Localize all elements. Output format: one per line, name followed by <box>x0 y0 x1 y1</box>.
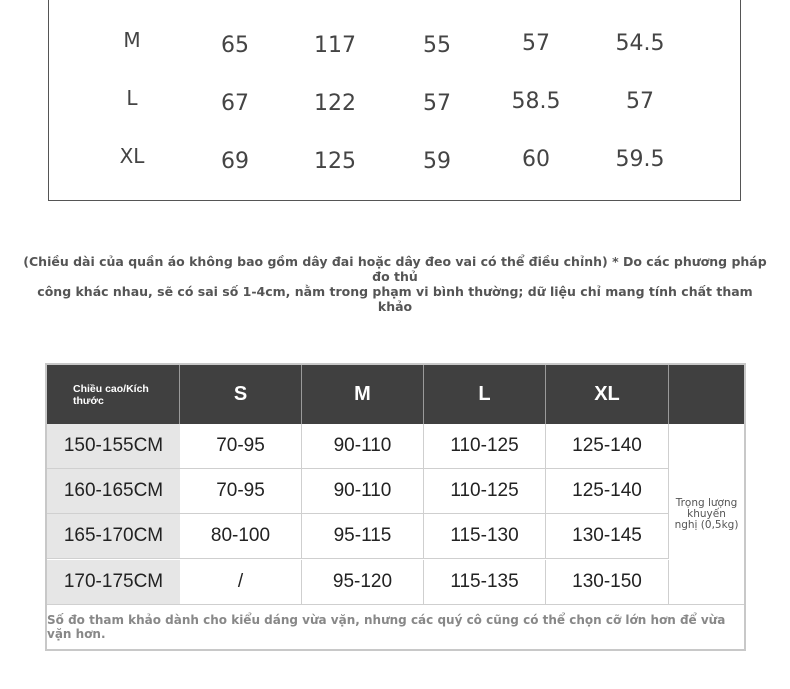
note-line: công khác nhau, sẽ có sai số 1-4cm, nằm trong phạm vi bình thường; dữ liệu chỉ mang tính chất tham khảo <box>37 284 753 314</box>
measurement-note <box>20 254 770 314</box>
table-cell: 70-95 <box>180 424 302 469</box>
row-height-label: 150-155CM <box>47 424 180 469</box>
table-cell: 55 <box>423 33 451 58</box>
table-cell: 67 <box>221 91 249 116</box>
table-cell: 95-120 <box>302 560 424 605</box>
table-cell: 125 <box>314 149 356 174</box>
header-label: Chiều cao/Kích <box>73 382 149 395</box>
table-cell: 80-100 <box>180 514 302 559</box>
table-cell: 122 <box>314 91 356 116</box>
table-cell: / <box>180 560 302 605</box>
table-cell: 60 <box>522 147 550 172</box>
weight-table <box>45 363 746 651</box>
table-cell: 125-140 <box>546 424 669 469</box>
size-label: XL <box>119 144 145 168</box>
table-header <box>47 365 744 424</box>
table-footer-note: Số đo tham khảo dành cho kiểu dáng vừa vặn, nhưng các quý cô cũng có thể chọn cỡ lớn hơn để vừa vặn hơn. <box>47 613 726 641</box>
row-height-label: 170-175CM <box>47 560 180 605</box>
side-note-line: Trọng lượng <box>675 496 738 509</box>
side-note-line: nghị (0,5kg) <box>674 518 739 531</box>
table-cell: 54.5 <box>615 31 665 56</box>
table-cell: 130-145 <box>546 514 669 559</box>
table-cell: 117 <box>314 33 356 58</box>
table-cell: 90-110 <box>302 469 424 514</box>
table-cell: 58.5 <box>511 89 561 114</box>
table-cell: 90-110 <box>302 424 424 469</box>
table-cell: 110-125 <box>424 424 546 469</box>
header-label: thước <box>73 394 104 407</box>
header-size-xl: XL <box>546 365 669 424</box>
table-cell: 69 <box>221 149 249 174</box>
header-height-size <box>47 365 180 424</box>
table-cell: 125-140 <box>546 469 669 514</box>
table-cell: 130-150 <box>546 560 669 605</box>
size-label: M <box>123 28 141 52</box>
table-cell: 70-95 <box>180 469 302 514</box>
table-cell: 59 <box>423 149 451 174</box>
header-size-m: M <box>302 365 424 424</box>
header-empty <box>669 365 744 424</box>
row-height-label: 160-165CM <box>47 469 180 514</box>
row-height-label: 165-170CM <box>47 514 180 559</box>
table-cell: 115-130 <box>424 514 546 559</box>
table-cell: 95-115 <box>302 514 424 559</box>
table-cell: 57 <box>626 89 654 114</box>
table-cell: 57 <box>522 31 550 56</box>
table-cell: 115-135 <box>424 560 546 605</box>
note-line: (Chiều dài của quần áo không bao gồm dây đai hoặc dây đeo vai có thể điều chỉnh) * Do các phương pháp đo thủ <box>23 254 767 284</box>
header-size-s: S <box>180 365 302 424</box>
table-cell: 59.5 <box>615 147 665 172</box>
table-cell: 65 <box>221 33 249 58</box>
measurement-table <box>48 0 741 201</box>
recommended-weight-note <box>669 424 744 605</box>
table-cell: 110-125 <box>424 469 546 514</box>
header-size-l: L <box>424 365 546 424</box>
side-note-line: khuyến <box>687 507 726 520</box>
size-label: L <box>126 86 138 110</box>
table-cell: 57 <box>423 91 451 116</box>
